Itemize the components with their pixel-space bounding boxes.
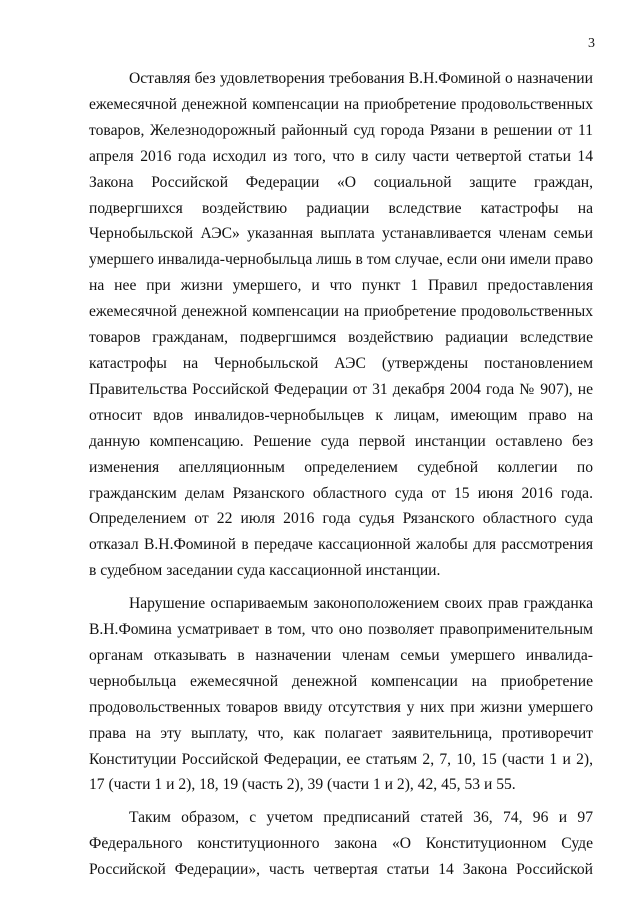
paragraph-claimed-violation: Нарушение оспариваемым законоположением своих прав гражданка В.Н.Фомина усматривает в том, что оно позволяет правоприменительным органам отказывать в назначении членам семьи умершего инвалида-чернобыльца ежемесячной денежной компенсации на приобретение продовольственных товаров ввиду отсутствия у них при жизни умершего права на эту выплату, что, как полагает заявительница, противоречит Конституции Российской Федерации, ее статьям 2, 7, 10, 15 (части 1 и 2), 17 (части 1 и 2), 18, 19 (часть 2), 39 (части 1 и 2), 42, 45, 53 и 55. bbox=[89, 595, 593, 794]
document-body bbox=[89, 66, 593, 883]
page-number: 3 bbox=[588, 36, 595, 51]
paragraph-conclusion-start: Таким образом, с учетом предписаний статей 36, 74, 96 и 97 Федерального конституционного закона «О Конституционном Суде Российской Федерации», часть четвертая статьи 14 Закона Российской bbox=[89, 809, 593, 879]
paragraph-lower-court-decision: Оставляя без удовлетворения требования В.Н.Фоминой о назначении ежемесячной денежной компенсации на приобретение продовольственных товаров, Железнодорожный районный суд города Рязани в решении от 11 апреля 2016 года исходил из того, что в силу части четвертой статьи 14 Закона Российской Федерации «О социальной защите граждан, подвергшихся воздействию радиации вследствие катастрофы на Чернобыльской АЭС» указанная выплата устанавливается членам семьи умершего инвалида-чернобыльца лишь в том случае, если они имели право на нее при жизни умершего, и что пункт 1 Правил предоставления ежемесячной денежной компенсации на приобретение продовольственных товаров гражданам, подвергшимся воздействию радиации вследствие катастрофы на Чернобыльской АЭС (утверждены постановлением Правительства Российской Федерации от 31 декабря 2004 года № 907), не относит вдов инвалидов-чернобыльцев к лицам, имеющим право на данную компенсацию. Решение суда первой инстанции оставлено без изменения апелляционным определением судебной коллегии по гражданским делам Рязанского областного суда от 15 июня 2016 года. Определением от 22 июля 2016 года судья Рязанского областного суда отказал В.Н.Фоминой в передаче кассационной жалобы для рассмотрения в судебном заседании суда кассационной инстанции. bbox=[89, 70, 593, 580]
